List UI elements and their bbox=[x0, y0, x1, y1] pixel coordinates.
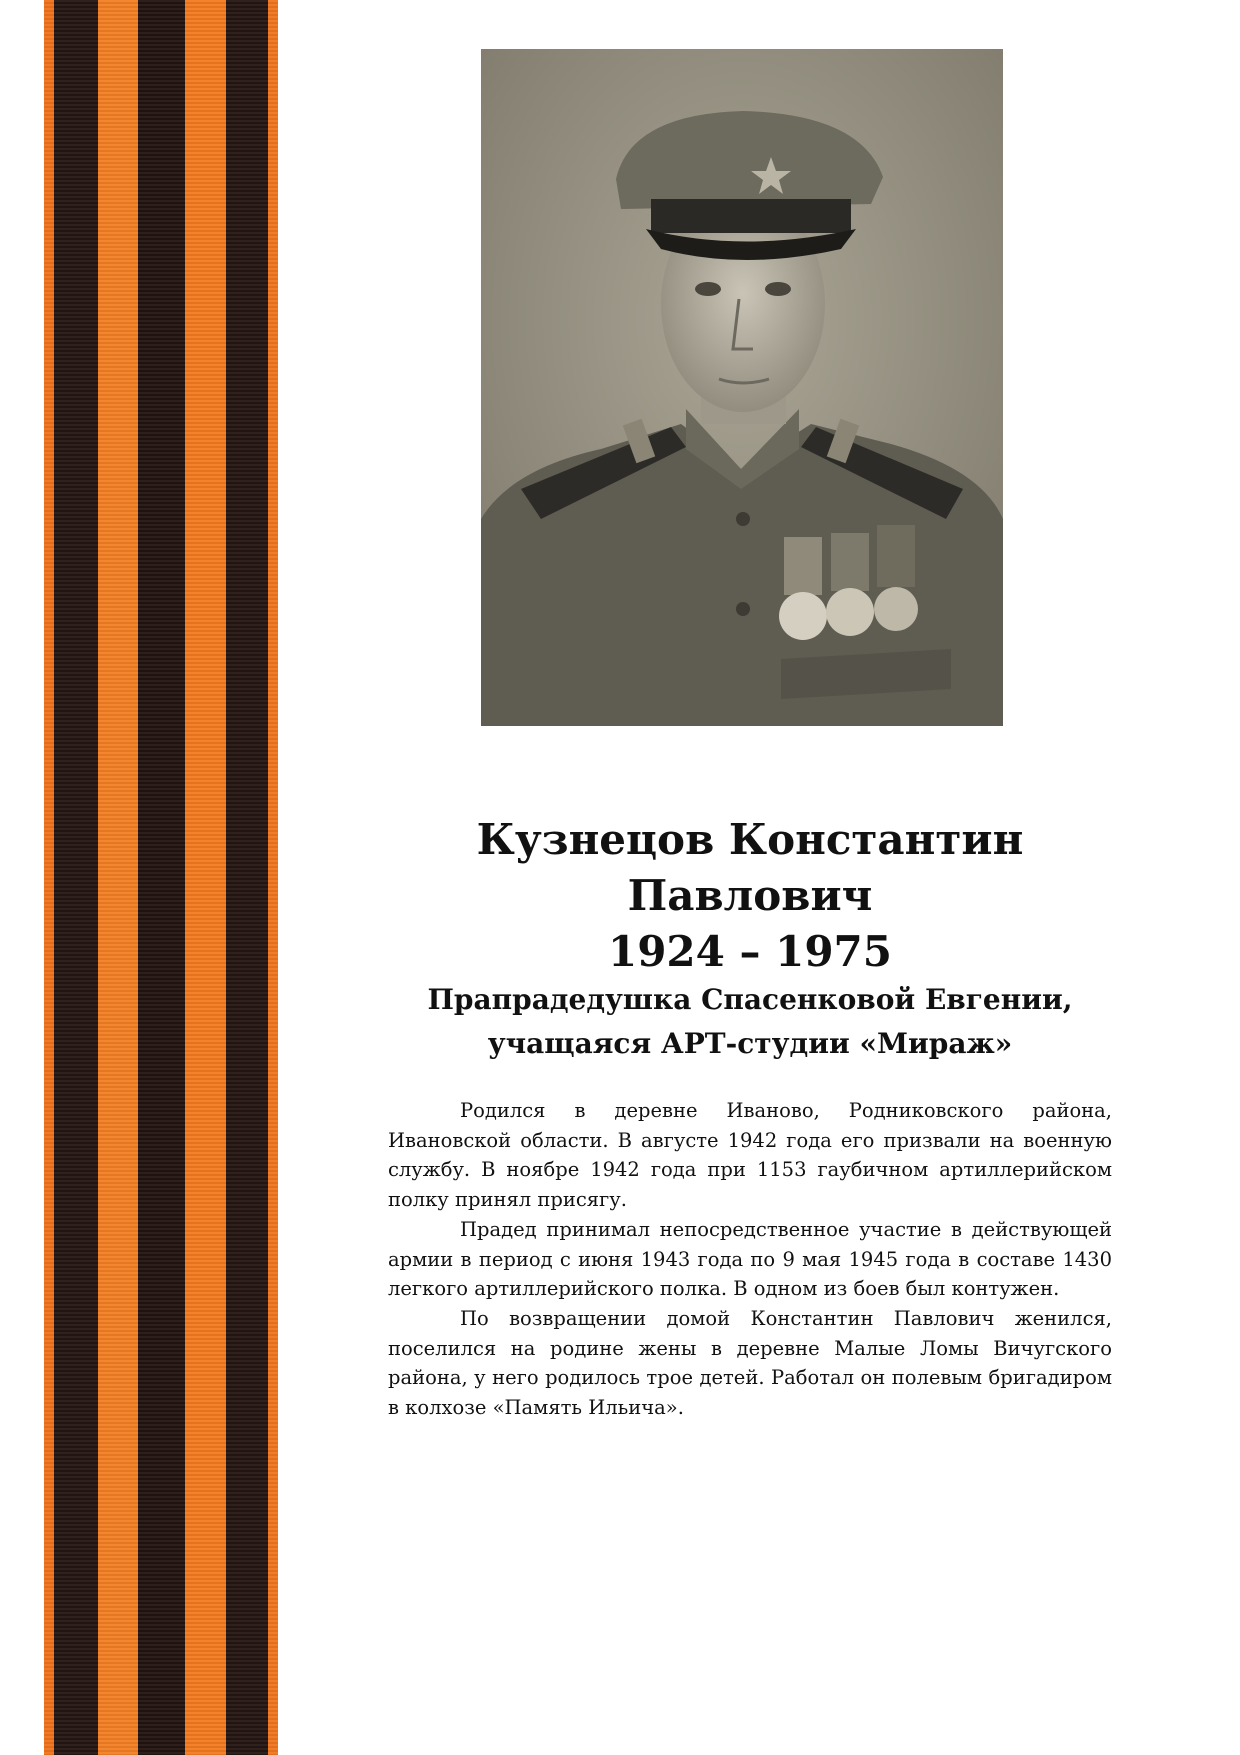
biography-text bbox=[388, 1096, 1112, 1423]
st-george-ribbon-icon bbox=[44, 0, 278, 1755]
biography-paragraph: Прадед принимал непосредственное участие в действующей армии в период с июня 1943 года по 9 мая 1945 года в составе 1430 легкого артиллерийского полка. В одном из боев был контужен. bbox=[388, 1217, 1112, 1301]
person-name-line2: Павлович bbox=[627, 871, 873, 920]
biography-paragraph: Родился в деревне Иваново, Родниковского района, Ивановской области. В августе 1942 года его призвали на военную службу. В ноябре 1942 года при 1153 гаубичном артиллерийском полку принял присягу. bbox=[388, 1099, 1112, 1212]
person-heading bbox=[360, 812, 1140, 980]
person-name-line1: Кузнецов Константин bbox=[476, 815, 1024, 864]
biography-paragraph: По возвращении домой Константин Павлович женился, поселился на родине жены в деревне Малые Ломы Вичугского района, у него родилось трое детей. Работал он полевым бригадиром в колхозе «Память Ильича». bbox=[388, 1306, 1112, 1420]
relation-caption bbox=[360, 978, 1140, 1066]
person-years: 1924 – 1975 bbox=[607, 927, 893, 976]
soldier-portrait-photo bbox=[481, 49, 1003, 726]
relation-line2: учащаяся АРТ-студии «Мираж» bbox=[487, 1027, 1013, 1060]
relation-line1: Прапрадедушка Спасенковой Евгении, bbox=[427, 983, 1073, 1016]
